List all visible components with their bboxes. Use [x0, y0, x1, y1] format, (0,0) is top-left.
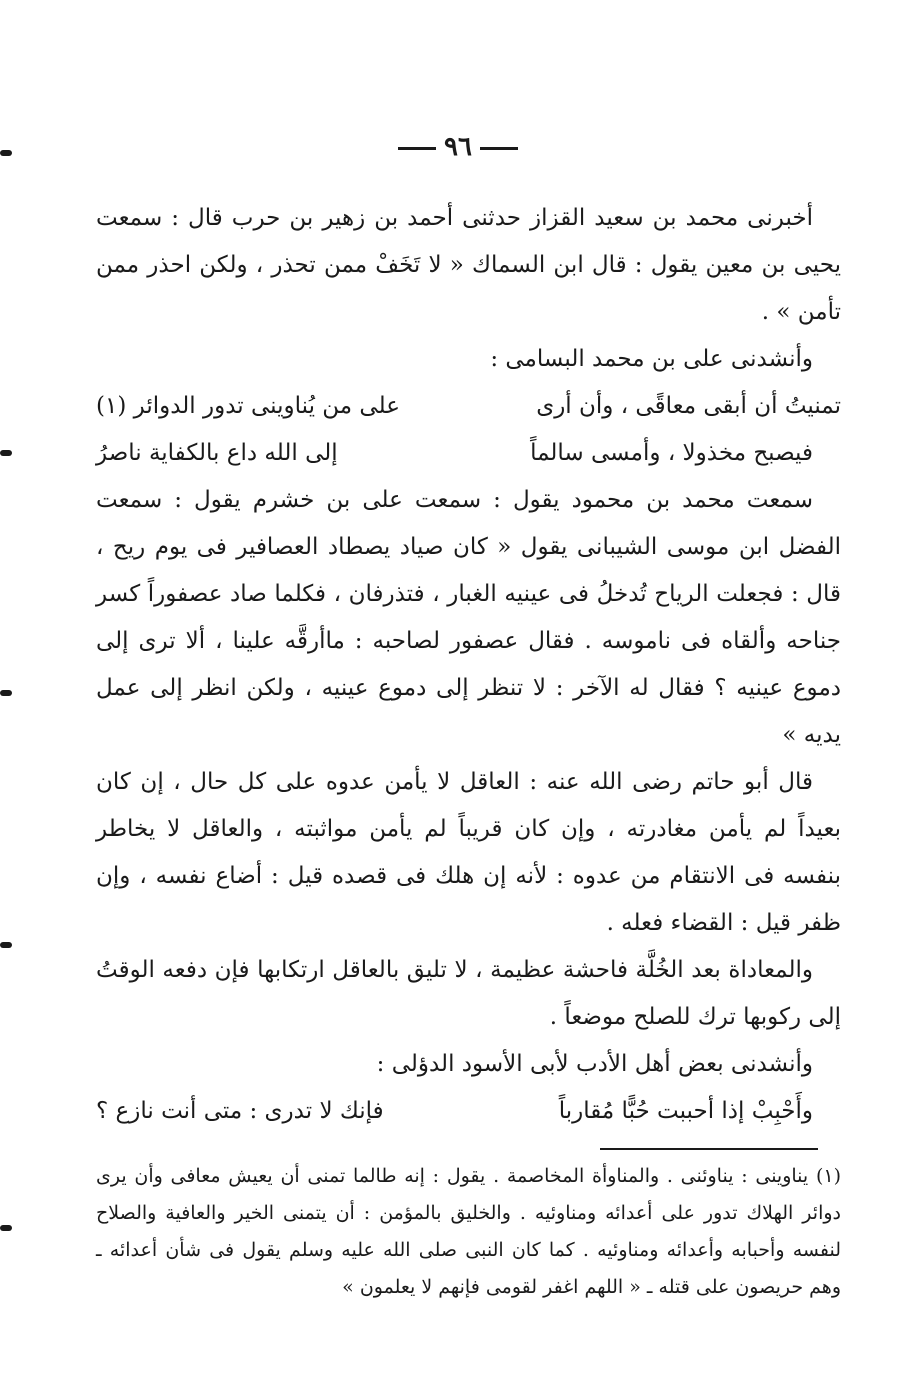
page-number-text: ٩٦: [444, 132, 472, 162]
scan-edge-mark: [0, 150, 12, 156]
paragraph: قال أبو حاتم رضى الله عنه : العاقل لا يأمن عدوه على كل حال ، إن كان بعيداً لم يأمن مغادرته ، وإن كان قريباً لم يأمن مواثبته ، والعاقل لا يخاطر بنفسه فى الانتقام من عدوه : لأنه إن هلك فى قصده قيل : أضاع نفسه ، وإن ظفر قيل : القضاء فعله .: [96, 769, 841, 936]
verse-first-hemistich: فيصبح مخذولا ، وأمسى سالماً: [530, 440, 813, 466]
paragraph: وأنشدنى بعض أهل الأدب لأبى الأسود الدؤلى :: [376, 1051, 813, 1077]
page-number: [0, 132, 916, 162]
verse-first-hemistich: تمنيتُ أن أبقى معاقًى ، وأن أرى: [536, 393, 841, 419]
paragraph: وأنشدنى على بن محمد البسامى :: [490, 346, 813, 372]
footnote-text: (١) يناوينى : يناوئنى . والمناوأة المخاصمة . يقول : إنه طالما تمنى أن يعيش معافى وأن يرى دوائر الهلاك تدور على أعدائه ومناوئيه . والخليق بالمؤمن : أن يتمنى الخير والعافية والصلاح لنفسه وأحبابه وأعدائه ومناوئيه . كما كان النبى صلى الله عليه وسلم يقول فى شأن أعدائه ـ وهم حريصون على قتله ـ « اللهم اغفر لقومى فإنهم لا يعلمون »: [96, 1165, 841, 1298]
scan-edge-mark: [0, 1225, 12, 1231]
verse-second-hemistich: إلى الله داع بالكفاية ناصرُ: [96, 440, 338, 466]
paragraph: سمعت محمد بن محمود يقول : سمعت على بن خشرم يقول : سمعت الفضل ابن موسى الشيبانى يقول « كان صياد يصطاد العصافير فى يوم ريح ، قال : فجعلت الرياح تُدخلُ فى عينيه الغبار ، فتذرفان ، فكلما صاد عصفوراً كسر جناحه وألقاه فى ناموسه . فقال عصفور لصاحبه : ماأرقَّه علينا ، ألا ترى إلى دموع عينيه ؟ فقال له الآخر : لا تنظر إلى دموع عينيه ، ولكن انظر إلى عمل يديه »: [96, 487, 841, 748]
main-text: [96, 195, 841, 1135]
paragraph: والمعاداة بعد الخُلَّة فاحشة عظيمة ، لا تليق بالعاقل ارتكابها فإن دفعه الوقتُ إلى ركوبها ترك للصلح موضعاً .: [96, 957, 841, 1030]
page-number-dash-right: [480, 147, 518, 150]
page-number-dash-left: [398, 147, 436, 150]
verse-line: [96, 430, 841, 477]
scan-edge-mark: [0, 942, 12, 948]
paragraph: أخبرنى محمد بن سعيد القزاز حدثنى أحمد بن زهير بن حرب قال : سمعت يحيى بن معين يقول : قال ابن السماك « لا تَخَفْ ممن تحذر ، ولكن احذر ممن تأمن » .: [96, 205, 841, 325]
scan-edge-mark: [0, 690, 12, 696]
verse-second-hemistich: فإنك لا تدرى : متى أنت نازع ؟: [96, 1098, 384, 1124]
verse-first-hemistich: وأَحْبِبْ إذا أحببت حُبًّا مُقارباً: [558, 1098, 813, 1124]
scan-edge-mark: [0, 450, 12, 456]
verse-second-hemistich: على من يُناوينى تدور الدوائر (١): [96, 393, 400, 419]
footnote-divider: [600, 1148, 818, 1150]
verse-line: [96, 383, 841, 430]
verse-line: [96, 1088, 841, 1135]
footnote: [96, 1158, 841, 1306]
